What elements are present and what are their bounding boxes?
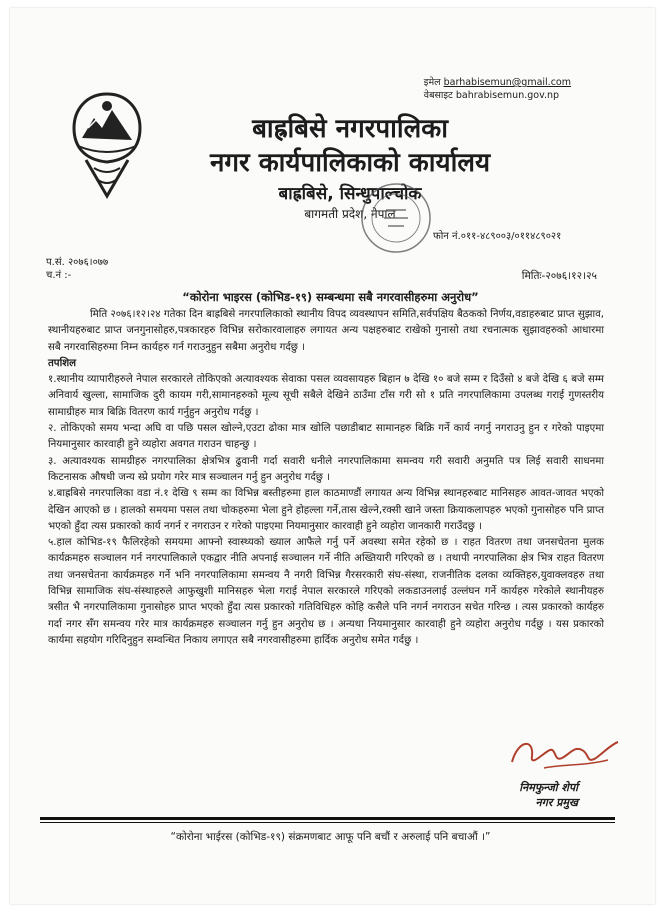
- office-location: बाह्रबिसे, सिन्धुपाल्चोक: [278, 184, 422, 204]
- municipality-name: बाह्रबिसे नगरपालिका: [252, 114, 448, 144]
- website-label: वेबसाइट: [423, 90, 453, 101]
- letter-body: [48, 307, 604, 649]
- signatory-name: निमफुन्जो शेर्पा: [519, 781, 578, 794]
- point-item: ४.बाह्रबिसे नगरपालिका वडा नं.१ देखि ९ सम्म का विभिन्न बस्तीहरुमा हाल काठमाण्डौं लगायत अन्य विभिन्न स्थानहरुबाट मानिसहरु आवत-जावत भएको देखिन आएको छ । हालको समयमा पसल तथा चोकहरुमा भेला हुने होहल्ला गर्ने,तास खेल्ने,रक्सी खाने जस्ता क्रियाकलापहरु भएको गुनासोहरु पनि प्राप्त भएको हुँदा त्यस प्रकारको कार्य नगर्न र नगराउन र गरेको पाइएमा नियमानुसार कारवाही हुने व्यहोरा जानकारी गराउँदछु ।: [48, 488, 605, 532]
- point-item: ३. अत्यावश्यक सामग्रीहरु नगरपालिका क्षेत्रभित्र ढुवानी गर्दा सवारी धनीले नगरपालिकामा समन्वय गरी सवारी अनुमति पत्र लिई सवारी साधनमा किटनासक औषधी जन्य स्प्रे प्रयोग गरेर मात्र सञ्चालन गर्नु हुन अनुरोध गर्दछु ।: [48, 455, 604, 483]
- phone-number: फोन नं.०११-४८९००३/०११४८९०२१: [433, 231, 562, 242]
- contact-info: [424, 76, 571, 102]
- email-label: इमेल: [423, 77, 441, 88]
- point-item: १.स्थानीय व्यापारीहरुले नेपाल सरकारले तोकिएको अत्यावश्यक सेवाका पसल व्यवसायहरु बिहान ७ देखि १० बजे सम्म र दिउँसो ४ बजे देखि ६ बजे सम्म अनिवार्य खुल्ला, सामाजिक दुरी कायम गरी,सामानहरुको मूल्य सूची सबैले देखिने ठाउँमा टाँस गरी सो १ प्रति नगरपालिकामा उपलब्ध गराई गुणस्तरीय सामाग्रीहरु मात्र बिक्रि वितरण कार्य गर्नुहुन अनुरोध गर्दछु ।: [48, 374, 604, 418]
- reference-number: प.सं. २०७६।०७७: [46, 257, 109, 268]
- subject-line: “कोरोना भाइरस (कोभिड-१९) सम्बन्धमा सबै नगरवासीहरुमा अनुरोध”: [182, 290, 479, 304]
- point-item: २. तोकिएको समय भन्दा अघि वा पछि पसल खोल्ने,एउटा ढोका मात्र खोलि पछाडीबाट सामानहरु बिक्रि गर्ने कार्य नगर्नु नगराउनु हुन र गरेको पाइएमा नियमानुसार कारवाही हुने व्यहोरा अवगत गराउन चाहन्छु ।: [48, 423, 604, 451]
- footer-divider: [40, 817, 615, 820]
- province-line: बागमती प्रदेश, नेपाल: [304, 207, 396, 221]
- office-stamp-icon: [358, 180, 434, 256]
- letter-date: मितिः-२०७६।१२।२५: [521, 270, 597, 282]
- section-title: तपशिल: [48, 357, 77, 369]
- office-header: [150, 112, 550, 222]
- intro-paragraph: मिति २०७६।१२।२४ गतेका दिन बाह्रबिसे नगरपालिकाको स्थानीय विपद व्यवस्थापन समिति,सर्वपक्षिय बैठकको निर्णय,वडाहरुबाट प्राप्त सुझाव, स्थानीयहरुबाट प्राप्त जनगुनासोहरु,पत्रकारहरु विभिन्न सरोकारवालाहरु लगायत अन्य पक्षहरुबाट राखेको गुनासो तथा रचनात्मक सुझावहरुको आधारमा सबै नगरवासिहरुमा निम्न कार्यहरु गर्न गराउनुहुन सबैमा अनुरोध गर्दछु ।: [48, 309, 604, 353]
- office-name: नगर कार्यपालिकाको कार्यालय: [209, 148, 491, 178]
- website-link[interactable]: bahrabisemun.gov.np: [455, 90, 560, 101]
- email-link[interactable]: barhabisemun@gmail.com: [443, 77, 571, 88]
- point-item: ५.हाल कोभिड-१९ फैलिरहेको समयमा आफ्नो स्वास्थ्यको ख्याल आफैले गर्नु पर्ने अवस्था समेत रहेको छ । राहत वितरण तथा जनसचेतना मुलक कार्यक्रमहरु सञ्चालन गर्न नगरपालिकाले एकद्वार नीति अपनाई सञ्चालन गर्ने नीति अख्तियारी गरिएको छ । तथापी नगरपालिका क्षेत्र भित्र राहत वितरण तथा जनसचेतना कार्यक्रमहरु गर्ने भनि नगरपालिकामा समन्वय नै नगरी विभिन्न गैरसरकारी संघ-संस्था, राजनीतिक दलका व्यक्तिहरु,युवाक्लवहरु तथा विभिन्न सामाजिक संघ-संस्थाहरुले आफुखुशी मानिसहरु भेला गराई नेपाल सरकारले गरिएको लकडाउनलाई उल्लंघन गर्ने कार्यहरु गरेकोले स्थानीयहरु त्रसीत भै नगरपालिकामा गुनासोहरु प्राप्त भएको हुँदा त्यस प्रकारको गतिविधिहरु कोहि कसैले पनि नगर्न नगराउन सचेत गरिन्छ । त्यस प्रकारको कार्यहरु गर्दा नगर सँग समन्वय गरेर मात्र कार्यक्रमहरु सञ्चालन गर्नु हुन अनुरोध छ । अन्यथा नियमानुसार कारवाही हुने व्यहोरा अनुरोध गर्दछु । यस प्रकारको कार्यमा सहयोग गरिदिनुहुन सम्वन्धित निकाय लगाएत सबै नगरवासीहरुमा हार्दिक अनुरोध समेत गर्दछु ।: [48, 537, 604, 646]
- dispatch-number: च.नं :-: [46, 270, 72, 281]
- signature-icon: [504, 732, 624, 778]
- reference-block: [46, 256, 108, 282]
- footer-divider-thin: [40, 822, 615, 823]
- signatory-title: नगर प्रमुख: [535, 796, 578, 809]
- signatory-block: [460, 780, 578, 810]
- footer-slogan: “कोरोना भाईरस (कोभिड-१९) संक्रमणबाट आफू पनि बचौं र अरुलाई पनि बचाऔं ।”: [170, 831, 491, 843]
- nepal-emblem-icon: [68, 88, 146, 204]
